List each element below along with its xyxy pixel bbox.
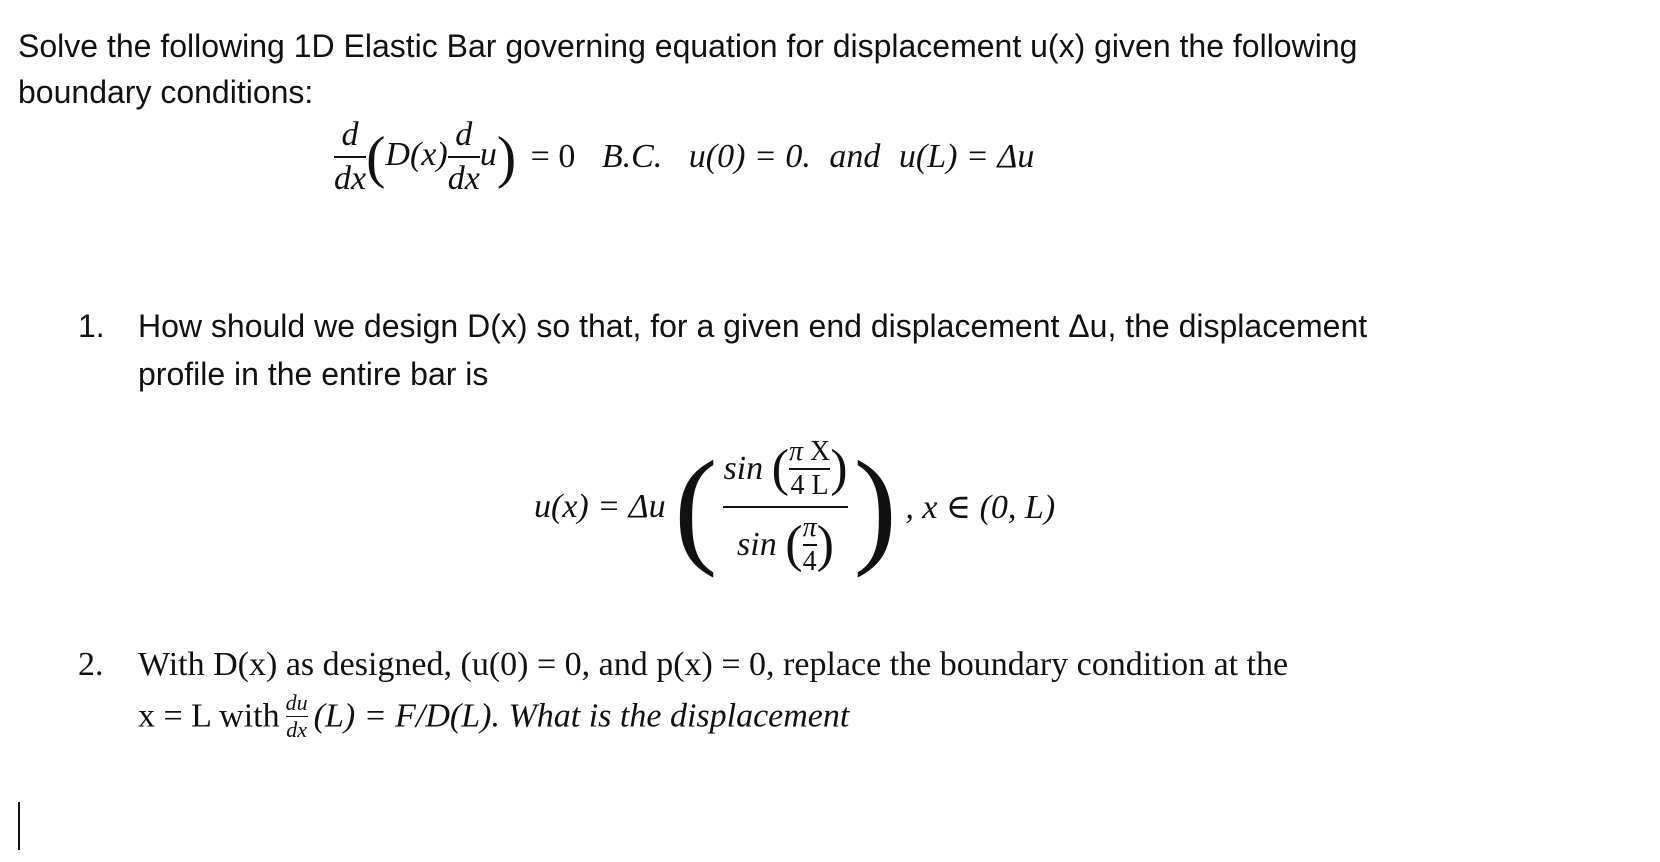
text-cursor [18, 802, 20, 850]
intro-line-1: Solve the following 1D Elastic Bar governing equation for displacement u(x) given the following [18, 28, 1358, 64]
derivative-denominator: dx [334, 160, 367, 197]
question-2-line-1: With D(x) as designed, (u(0) = 0, and p(x) = 0, replace the boundary condition at the [138, 646, 1289, 683]
derivative-operator [334, 118, 366, 196]
profile-numerator: sin ( $\frac{\text{π X}}{4 L}$ ) [723, 436, 848, 501]
outer-left-paren: ( [674, 435, 718, 579]
du-numerator: du [285, 690, 308, 715]
four-symbol-den: 4 [802, 546, 817, 577]
equals-zero: = 0 [530, 138, 576, 175]
outer-right-paren: ) [853, 435, 897, 579]
du-dx-fraction [286, 692, 308, 741]
profile-domain: , x ∈ (0, L) [905, 489, 1056, 526]
bc-second: u(L) = Δu [898, 138, 1035, 175]
derivative-numerator: d [341, 116, 359, 153]
dx-denominator: dx [286, 717, 308, 742]
bc-label: B.C. [601, 138, 663, 175]
question-2-suffix: (L) = F/D(L). What is the displacement [313, 697, 850, 735]
question-2-prefix: x = L with [138, 697, 280, 735]
bc-first: u(0) = 0. [688, 138, 811, 175]
question-1-line-2: profile in the entire bar is [138, 356, 489, 392]
pi-symbol-den: π [802, 512, 817, 543]
profile-lhs: u(x) = Δu [534, 488, 666, 525]
governing-equation [334, 118, 1034, 196]
inner-derivative [448, 118, 480, 196]
inner-derivative-denominator: dx [447, 160, 480, 197]
question-2-number: 2. [78, 646, 104, 683]
profile-denominator: sin ( $\frac{\pi}{4}$ ) [737, 512, 834, 577]
profile-equation [534, 435, 1056, 579]
x-upper: X [809, 436, 831, 467]
question-1-number: 1. [78, 308, 105, 344]
profile-fraction [717, 438, 853, 576]
sin-denominator: sin [737, 526, 777, 563]
stiffness-term: D(x) [385, 135, 448, 173]
question-2-line-2 [138, 692, 849, 741]
pi-over-4 [803, 514, 817, 576]
right-paren: ) [496, 124, 517, 190]
displacement-symbol: u [479, 135, 497, 173]
intro-line-2: boundary conditions: [18, 74, 314, 110]
inner-derivative-numerator: d [455, 116, 473, 153]
l-upper: L [811, 470, 829, 501]
pi-x-over-4l [789, 438, 830, 500]
sin-numerator: sin [723, 450, 764, 487]
bc-and: and [829, 138, 881, 175]
left-paren: ( [366, 124, 386, 190]
pi-symbol: π [788, 436, 803, 467]
four-symbol: 4 [790, 470, 805, 501]
question-1-line-1: How should we design D(x) so that, for a given end displacement Δu, the displacement [138, 308, 1368, 344]
